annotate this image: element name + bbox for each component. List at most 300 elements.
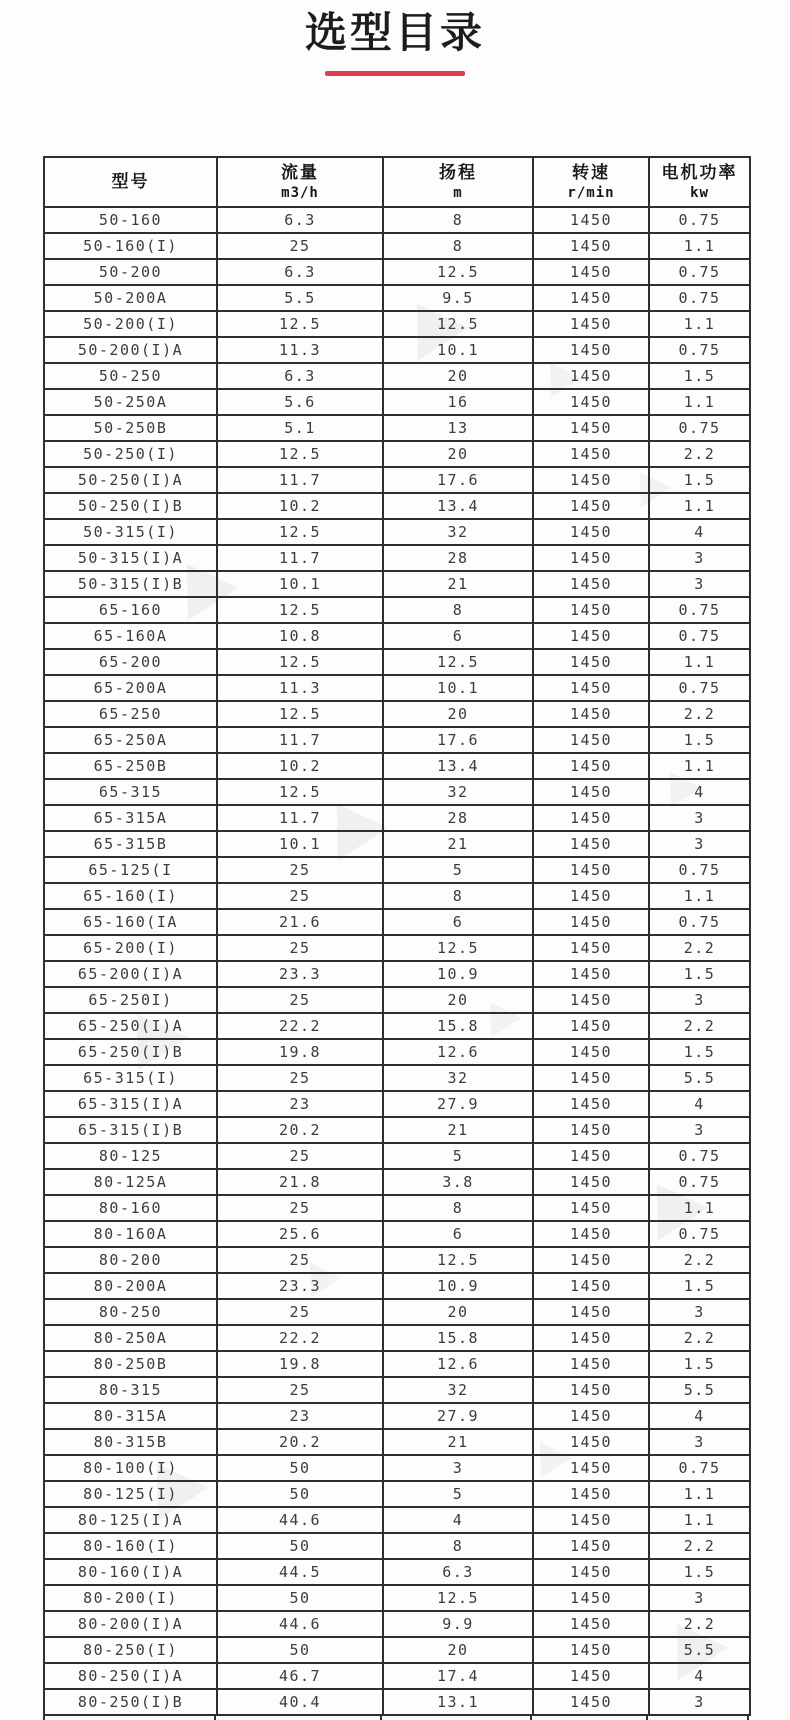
table-cell: 2.2	[649, 701, 750, 727]
column-header-model	[44, 157, 217, 207]
table-cell: 65-160(IA	[44, 909, 217, 935]
table-cell: 10.1	[217, 571, 383, 597]
table-row	[44, 1065, 750, 1091]
table-cell: 25	[217, 1247, 383, 1273]
table-cell: 1450	[533, 1117, 649, 1143]
table-cell: 12.5	[383, 1585, 533, 1611]
table-row	[44, 1221, 750, 1247]
table-cell: 4	[649, 519, 750, 545]
table-cell: 32	[383, 1065, 533, 1091]
table-cell: 17.4	[383, 1663, 533, 1689]
table-row	[44, 1533, 750, 1559]
table-cell: 1.5	[649, 1559, 750, 1585]
table-cell: 21	[383, 571, 533, 597]
table-row	[44, 493, 750, 519]
table-cell: 50	[217, 1455, 383, 1481]
page-title: 选型目录	[304, 8, 485, 57]
table-cell: 1.5	[649, 363, 750, 389]
table-cell: 1450	[533, 337, 649, 363]
table-cell: 65-200(I)	[44, 935, 217, 961]
table-cell: 0.75	[649, 909, 750, 935]
table-cell: 12.5	[217, 649, 383, 675]
table-cell: 11.7	[217, 545, 383, 571]
table-cell: 6.3	[217, 363, 383, 389]
column-label: 型号	[111, 172, 150, 192]
table-cell: 12.6	[383, 1351, 533, 1377]
table-cell: 1450	[533, 727, 649, 753]
table-cell: 1.1	[649, 883, 750, 909]
table-cell: 16	[383, 389, 533, 415]
table-cell: 10.1	[217, 831, 383, 857]
table-cell: 1450	[533, 649, 649, 675]
table-cell: 23	[217, 1091, 383, 1117]
table-row	[44, 1143, 750, 1169]
table-cell: 21	[383, 831, 533, 857]
table-cell: 1.1	[649, 753, 750, 779]
table-row	[44, 1559, 750, 1585]
table-row	[44, 935, 750, 961]
table-row	[44, 363, 750, 389]
table-cell: 1450	[533, 1455, 649, 1481]
table-cell: 1450	[533, 831, 649, 857]
table-cell: 1450	[533, 675, 649, 701]
table-cell: 80-200A	[44, 1273, 217, 1299]
table-cell: 40.4	[217, 1689, 383, 1715]
table-row	[44, 571, 750, 597]
table-cell: 1450	[533, 1039, 649, 1065]
table-cell: 65-160(I)	[44, 883, 217, 909]
table-row	[44, 805, 750, 831]
table-cell: 25	[217, 1195, 383, 1221]
table-cell: 12.5	[383, 649, 533, 675]
table-row	[44, 1507, 750, 1533]
table-cell: 0.75	[649, 285, 750, 311]
table-row	[44, 1325, 750, 1351]
table-cell: 23.3	[217, 961, 383, 987]
table-cell: 1450	[533, 623, 649, 649]
table-cell: 50-250B	[44, 415, 217, 441]
table-cell: 80-315A	[44, 1403, 217, 1429]
table-row	[44, 1013, 750, 1039]
table-cell: 1450	[533, 987, 649, 1013]
table-cell: 12.5	[383, 311, 533, 337]
table-cell: 1.1	[649, 1507, 750, 1533]
table-row	[44, 1247, 750, 1273]
table-cell: 1450	[533, 1689, 649, 1715]
table-row	[44, 1585, 750, 1611]
table-cell: 1450	[533, 805, 649, 831]
table-cell: 1450	[533, 1143, 649, 1169]
table-cell: 1450	[533, 1169, 649, 1195]
table-cell: 0.75	[649, 675, 750, 701]
table-cell: 5	[383, 1481, 533, 1507]
table-cell: 1.1	[649, 1195, 750, 1221]
table-cell: 1.5	[649, 1039, 750, 1065]
table-cell: 1.5	[649, 1351, 750, 1377]
selection-table	[43, 156, 751, 1716]
table-cell: 12.5	[217, 441, 383, 467]
table-cell: 2.2	[649, 1611, 750, 1637]
table-row	[44, 1663, 750, 1689]
table-cell: 1.5	[649, 961, 750, 987]
table-cell: 44.6	[217, 1507, 383, 1533]
table-cell: 3	[649, 571, 750, 597]
table-row	[44, 961, 750, 987]
table-cell: 1450	[533, 285, 649, 311]
table-cell: 5.5	[217, 285, 383, 311]
table-cell: 65-315(I)B	[44, 1117, 217, 1143]
table-row	[44, 285, 750, 311]
table-cell: 65-125(I	[44, 857, 217, 883]
table-cell: 11.3	[217, 675, 383, 701]
table-cell: 1450	[533, 1533, 649, 1559]
table-row	[44, 1481, 750, 1507]
table-row	[44, 1377, 750, 1403]
table-row	[44, 1273, 750, 1299]
table-row	[44, 1117, 750, 1143]
table-cell: 80-250A	[44, 1325, 217, 1351]
table-cell: 13.4	[383, 753, 533, 779]
table-row	[44, 1689, 750, 1715]
table-body	[44, 207, 750, 1715]
table-row	[44, 701, 750, 727]
table-cell: 80-200(I)A	[44, 1611, 217, 1637]
table-cell: 1450	[533, 935, 649, 961]
table-row	[44, 831, 750, 857]
table-cell: 11.7	[217, 467, 383, 493]
table-cell: 15.8	[383, 1325, 533, 1351]
table-row	[44, 1039, 750, 1065]
table-cell: 1.5	[649, 467, 750, 493]
table-cell: 10.1	[383, 675, 533, 701]
table-cell: 4	[649, 1403, 750, 1429]
table-cell: 25	[217, 1065, 383, 1091]
table-cell: 8	[383, 233, 533, 259]
table-cell: 8	[383, 1533, 533, 1559]
table-cell: 10.1	[383, 337, 533, 363]
table-cell: 80-200	[44, 1247, 217, 1273]
table-cell: 5.6	[217, 389, 383, 415]
table-row	[44, 909, 750, 935]
table-cell: 6	[383, 909, 533, 935]
table-cell: 1450	[533, 1325, 649, 1351]
table-cell: 1450	[533, 1377, 649, 1403]
table-cell: 32	[383, 519, 533, 545]
table-cell: 1450	[533, 1611, 649, 1637]
table-cell: 32	[383, 1377, 533, 1403]
table-row	[44, 545, 750, 571]
table-cell: 50	[217, 1637, 383, 1663]
table-cell: 80-160A	[44, 1221, 217, 1247]
table-cell: 5	[383, 1143, 533, 1169]
table-cell: 80-200(I)	[44, 1585, 217, 1611]
table-cell: 1450	[533, 415, 649, 441]
table-cell: 1450	[533, 1559, 649, 1585]
table-cell: 0.75	[649, 1143, 750, 1169]
table-cell: 80-160	[44, 1195, 217, 1221]
table-cell: 2.2	[649, 1013, 750, 1039]
table-row	[44, 389, 750, 415]
table-row	[44, 597, 750, 623]
column-label: 电机功率	[661, 162, 738, 183]
table-cell: 1450	[533, 909, 649, 935]
table-cell: 80-250B	[44, 1351, 217, 1377]
table-cell: 13.1	[383, 1689, 533, 1715]
table-cell: 65-200A	[44, 675, 217, 701]
table-cell: 25	[217, 1143, 383, 1169]
table-cell: 5.1	[217, 415, 383, 441]
table-cell: 1450	[533, 1481, 649, 1507]
table-cell: 8	[383, 597, 533, 623]
table-row	[44, 1299, 750, 1325]
table-cell: 20	[383, 1637, 533, 1663]
table-cell: 8	[383, 207, 533, 233]
table-row	[44, 1169, 750, 1195]
table-row	[44, 519, 750, 545]
table-cell: 5	[383, 857, 533, 883]
table-cell: 1450	[533, 207, 649, 233]
table-cell: 2.2	[649, 1533, 750, 1559]
table-cell: 28	[383, 805, 533, 831]
table-row	[44, 727, 750, 753]
table-cell: 5.5	[649, 1065, 750, 1091]
table-cell: 0.75	[649, 597, 750, 623]
table-cell: 12.5	[217, 519, 383, 545]
table-cell: 1450	[533, 363, 649, 389]
table-cell: 1450	[533, 441, 649, 467]
table-cell: 0.75	[649, 415, 750, 441]
table-cell: 44.6	[217, 1611, 383, 1637]
table-cell: 1450	[533, 701, 649, 727]
table-cell: 1450	[533, 1351, 649, 1377]
table-cell: 1450	[533, 1221, 649, 1247]
table-cell: 20	[383, 701, 533, 727]
table-cell: 1450	[533, 753, 649, 779]
table-row	[44, 1637, 750, 1663]
table-cell: 25	[217, 857, 383, 883]
table-cell: 11.7	[217, 727, 383, 753]
table-cell: 10.2	[217, 493, 383, 519]
table-cell: 65-200(I)A	[44, 961, 217, 987]
table-cell: 1450	[533, 233, 649, 259]
table-cell: 12.5	[383, 259, 533, 285]
table-cell: 4	[383, 1507, 533, 1533]
table-cell: 10.2	[217, 753, 383, 779]
table-cell: 0.75	[649, 1169, 750, 1195]
table-cell: 6.3	[217, 259, 383, 285]
table-cell: 80-160(I)	[44, 1533, 217, 1559]
table-cell: 50-200A	[44, 285, 217, 311]
table-cell: 50-315(I)B	[44, 571, 217, 597]
table-cell: 80-315	[44, 1377, 217, 1403]
table-cell: 6	[383, 623, 533, 649]
table-cell: 1450	[533, 1403, 649, 1429]
table-cell: 3	[649, 1117, 750, 1143]
table-cell: 21	[383, 1117, 533, 1143]
table-cell: 50-315(I)A	[44, 545, 217, 571]
table-cell: 6.3	[383, 1559, 533, 1585]
table-cell: 12.5	[217, 311, 383, 337]
table-cell: 15.8	[383, 1013, 533, 1039]
table-cell: 50-250(I)A	[44, 467, 217, 493]
table-cell: 20	[383, 441, 533, 467]
column-label: 转速	[572, 162, 610, 183]
table-cell: 44.5	[217, 1559, 383, 1585]
table-row	[44, 311, 750, 337]
table-cell: 65-315	[44, 779, 217, 805]
table-cell: 17.6	[383, 467, 533, 493]
table-cell: 25	[217, 987, 383, 1013]
table-cell: 50-250	[44, 363, 217, 389]
table-cell: 1.1	[649, 311, 750, 337]
table-row	[44, 337, 750, 363]
table-cell: 27.9	[383, 1403, 533, 1429]
table-cell: 10.9	[383, 1273, 533, 1299]
table-row	[44, 415, 750, 441]
table-cell: 1450	[533, 1091, 649, 1117]
table-cell: 1450	[533, 1273, 649, 1299]
table-cell: 5.5	[649, 1637, 750, 1663]
table-cell: 3	[649, 1689, 750, 1715]
table-cell: 1450	[533, 779, 649, 805]
table-row	[44, 1091, 750, 1117]
table-cell: 25	[217, 1377, 383, 1403]
table-cell: 50	[217, 1585, 383, 1611]
table-cell: 3	[649, 1429, 750, 1455]
table-row	[44, 883, 750, 909]
table-cell: 50-200(I)A	[44, 337, 217, 363]
table-cell: 80-250(I)A	[44, 1663, 217, 1689]
table-cell: 25	[217, 883, 383, 909]
table-cell: 25	[217, 1299, 383, 1325]
column-unit: m3/h	[281, 184, 319, 201]
table-cell: 80-125(I)	[44, 1481, 217, 1507]
table-cell: 4	[649, 1091, 750, 1117]
table-cell: 1.1	[649, 1481, 750, 1507]
table-cell: 12.6	[383, 1039, 533, 1065]
table-cell: 1450	[533, 1429, 649, 1455]
table-cell: 13	[383, 415, 533, 441]
table-cell: 13.4	[383, 493, 533, 519]
partial-row-borders	[43, 1714, 749, 1720]
table-cell: 11.7	[217, 805, 383, 831]
column-label: 扬程	[439, 162, 477, 183]
table-row	[44, 753, 750, 779]
table-cell: 1450	[533, 519, 649, 545]
table-cell: 1450	[533, 883, 649, 909]
table-cell: 50-250(I)	[44, 441, 217, 467]
table-cell: 11.3	[217, 337, 383, 363]
table-cell: 25	[217, 233, 383, 259]
table-cell: 80-125A	[44, 1169, 217, 1195]
table-cell: 1450	[533, 493, 649, 519]
table-row	[44, 1351, 750, 1377]
table-cell: 65-250I)	[44, 987, 217, 1013]
table-cell: 80-100(I)	[44, 1455, 217, 1481]
table-cell: 12.5	[383, 1247, 533, 1273]
table-cell: 1450	[533, 389, 649, 415]
table-row	[44, 857, 750, 883]
table-cell: 3.8	[383, 1169, 533, 1195]
table-cell: 0.75	[649, 1221, 750, 1247]
table-cell: 1450	[533, 1585, 649, 1611]
table-cell: 1450	[533, 259, 649, 285]
table-row	[44, 623, 750, 649]
table-cell: 50-250A	[44, 389, 217, 415]
table-cell: 50-250(I)B	[44, 493, 217, 519]
table-cell: 0.75	[649, 623, 750, 649]
column-header-flow	[217, 157, 383, 207]
table-cell: 20	[383, 363, 533, 389]
table-row	[44, 649, 750, 675]
table-cell: 0.75	[649, 857, 750, 883]
table-cell: 1.1	[649, 389, 750, 415]
table-cell: 8	[383, 883, 533, 909]
table-cell: 65-250(I)B	[44, 1039, 217, 1065]
table-cell: 1450	[533, 467, 649, 493]
table-row	[44, 1195, 750, 1221]
table-cell: 1.5	[649, 1273, 750, 1299]
table-cell: 23	[217, 1403, 383, 1429]
table-cell: 65-160	[44, 597, 217, 623]
table-cell: 21.8	[217, 1169, 383, 1195]
table-cell: 21.6	[217, 909, 383, 935]
column-header-power	[649, 157, 750, 207]
table-cell: 65-315B	[44, 831, 217, 857]
table-cell: 1.1	[649, 233, 750, 259]
table-cell: 25	[217, 935, 383, 961]
table-cell: 20	[383, 987, 533, 1013]
table-row	[44, 259, 750, 285]
table-cell: 21	[383, 1429, 533, 1455]
column-unit: r/min	[567, 184, 615, 201]
table-cell: 1450	[533, 597, 649, 623]
table-cell: 1450	[533, 571, 649, 597]
table-cell: 80-125(I)A	[44, 1507, 217, 1533]
table-cell: 17.6	[383, 727, 533, 753]
table-cell: 8	[383, 1195, 533, 1221]
table-cell: 2.2	[649, 441, 750, 467]
table-cell: 0.75	[649, 1455, 750, 1481]
table-row	[44, 675, 750, 701]
table-cell: 4	[649, 1663, 750, 1689]
table-cell: 65-250	[44, 701, 217, 727]
table-row	[44, 987, 750, 1013]
table-cell: 65-315(I)A	[44, 1091, 217, 1117]
table-cell: 80-315B	[44, 1429, 217, 1455]
table-row	[44, 467, 750, 493]
table-cell: 27.9	[383, 1091, 533, 1117]
table-row	[44, 233, 750, 259]
table-cell: 1450	[533, 961, 649, 987]
table-cell: 50-315(I)	[44, 519, 217, 545]
table-cell: 3	[649, 1299, 750, 1325]
column-unit: m	[453, 184, 463, 201]
table-cell: 0.75	[649, 207, 750, 233]
table-cell: 10.9	[383, 961, 533, 987]
table-cell: 20.2	[217, 1429, 383, 1455]
table-cell: 19.8	[217, 1039, 383, 1065]
table-cell: 6	[383, 1221, 533, 1247]
table-cell: 4	[649, 779, 750, 805]
table-cell: 80-125	[44, 1143, 217, 1169]
table-row	[44, 441, 750, 467]
table-cell: 1450	[533, 1663, 649, 1689]
table-cell: 12.5	[383, 935, 533, 961]
table-cell: 12.5	[217, 779, 383, 805]
table-cell: 22.2	[217, 1325, 383, 1351]
table-cell: 50-200(I)	[44, 311, 217, 337]
